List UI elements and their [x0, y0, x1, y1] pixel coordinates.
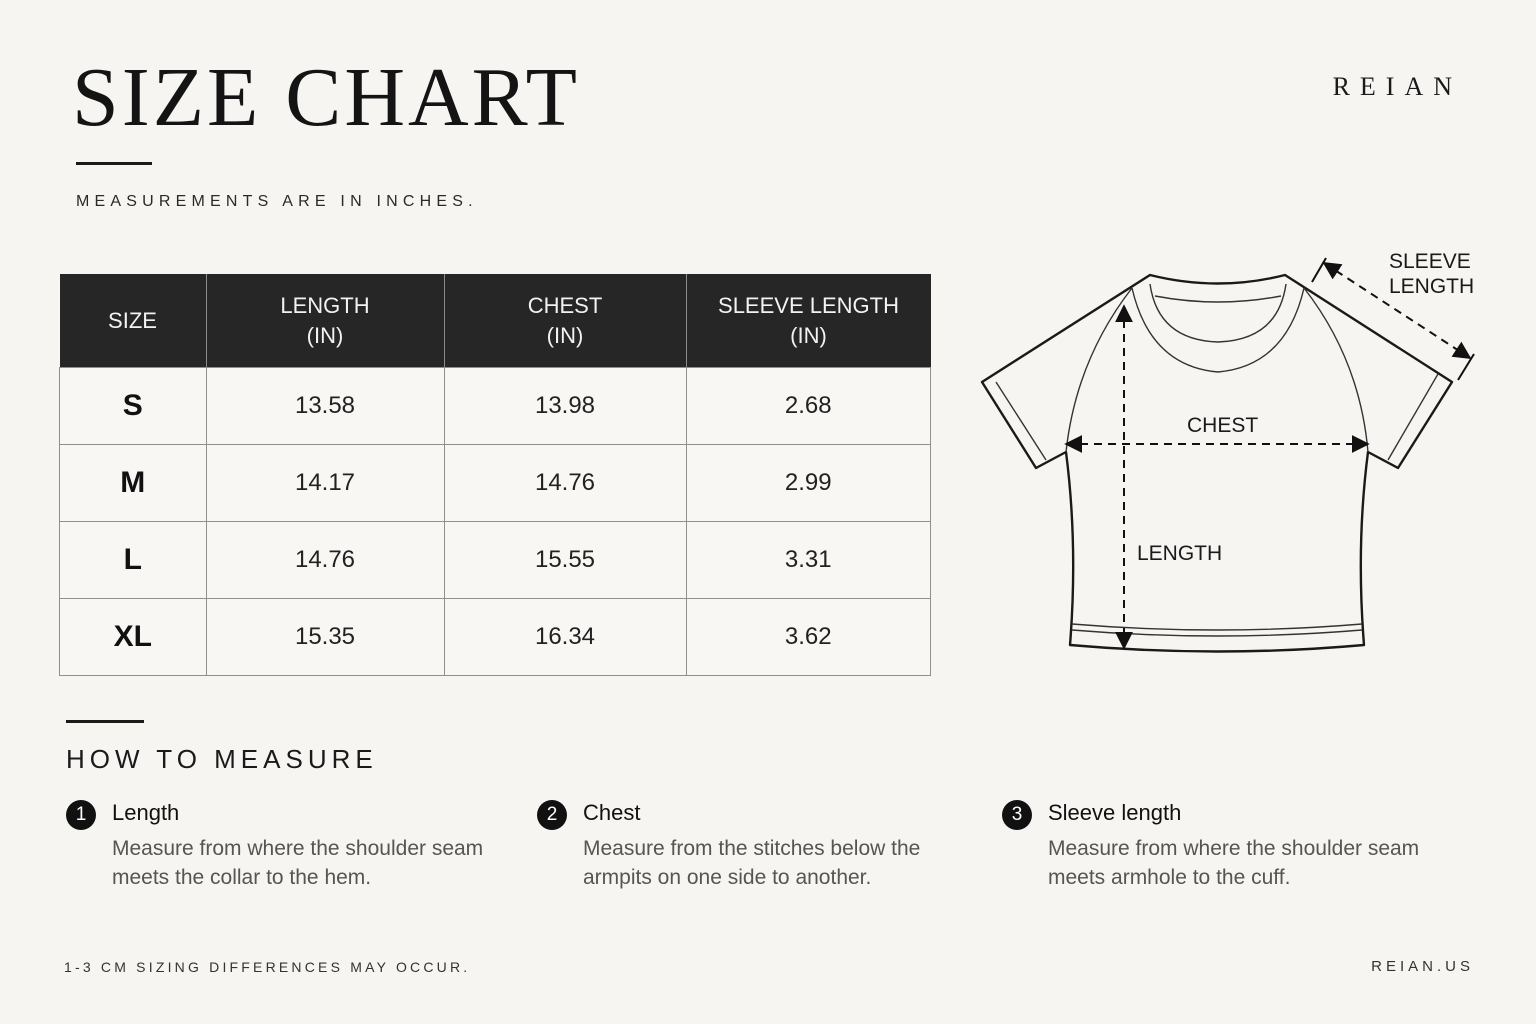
header-chest	[444, 274, 686, 368]
page-title: SIZE CHART	[72, 51, 580, 144]
table-row	[60, 445, 931, 522]
sleeve-cell: 3.31	[686, 522, 931, 599]
header-sleeve-unit: (IN)	[790, 322, 827, 348]
chest-cell: 13.98	[444, 368, 686, 445]
table-row	[60, 599, 931, 676]
header-length-label: LENGTH	[280, 292, 370, 318]
table-row	[60, 522, 931, 599]
size-cell: S	[60, 368, 207, 445]
step-title: Length	[112, 800, 180, 825]
header-chest-label: CHEST	[527, 292, 603, 318]
step-title: Chest	[583, 800, 641, 825]
step-number-badge: 3	[1002, 800, 1032, 830]
units-note: MEASUREMENTS ARE IN INCHES.	[76, 193, 478, 210]
header-size	[60, 274, 207, 368]
header-length-unit: (IN)	[306, 322, 344, 348]
step-number-badge: 1	[66, 800, 96, 830]
length-cell: 14.76	[206, 522, 444, 599]
sleeve-cell: 3.62	[686, 599, 931, 676]
sleeve-length-label-line2: LENGTH	[1389, 275, 1475, 298]
table-header-row	[60, 274, 931, 368]
step-number-badge: 2	[537, 800, 567, 830]
size-cell: XL	[60, 599, 207, 676]
header-size-label: SIZE	[108, 307, 157, 333]
sleeve-cell: 2.68	[686, 368, 931, 445]
header-sleeve-label: SLEEVE LENGTH	[718, 292, 899, 318]
length-cell: 13.58	[206, 368, 444, 445]
brand-logo: REIAN	[1332, 72, 1462, 101]
chest-cell: 16.34	[444, 599, 686, 676]
how-to-measure-divider	[66, 720, 144, 723]
length-label: LENGTH	[1137, 542, 1223, 565]
length-cell: 15.35	[206, 599, 444, 676]
sleeve-cell: 2.99	[686, 445, 931, 522]
size-cell: L	[60, 522, 207, 599]
tshirt-outline-icon	[982, 275, 1452, 652]
size-table	[59, 274, 931, 676]
step-description: Measure from where the shoulder seam meets armhole to the cuff.	[1048, 837, 1420, 889]
sleeve-length-label-line1: SLEEVE	[1389, 250, 1471, 273]
chest-cell: 15.55	[444, 522, 686, 599]
table-row	[60, 368, 931, 445]
header-sleeve	[686, 274, 931, 368]
how-to-measure-title: HOW TO MEASURE	[66, 744, 378, 774]
length-cell: 14.17	[206, 445, 444, 522]
chest-label: CHEST	[1187, 414, 1259, 437]
tshirt-diagram	[960, 240, 1500, 680]
step-title: Sleeve length	[1048, 800, 1182, 825]
chest-cell: 14.76	[444, 445, 686, 522]
size-cell: M	[60, 445, 207, 522]
header-length	[206, 274, 444, 368]
step-description: Measure from the stitches below the armpits on one side to another.	[583, 837, 921, 889]
header-chest-unit: (IN)	[546, 322, 584, 348]
step-description: Measure from where the shoulder seam meets the collar to the hem.	[112, 837, 484, 889]
title-divider	[76, 162, 152, 165]
website-link[interactable]: REIAN.US	[1371, 958, 1474, 975]
sizing-disclaimer: 1-3 CM SIZING DIFFERENCES MAY OCCUR.	[64, 959, 471, 975]
